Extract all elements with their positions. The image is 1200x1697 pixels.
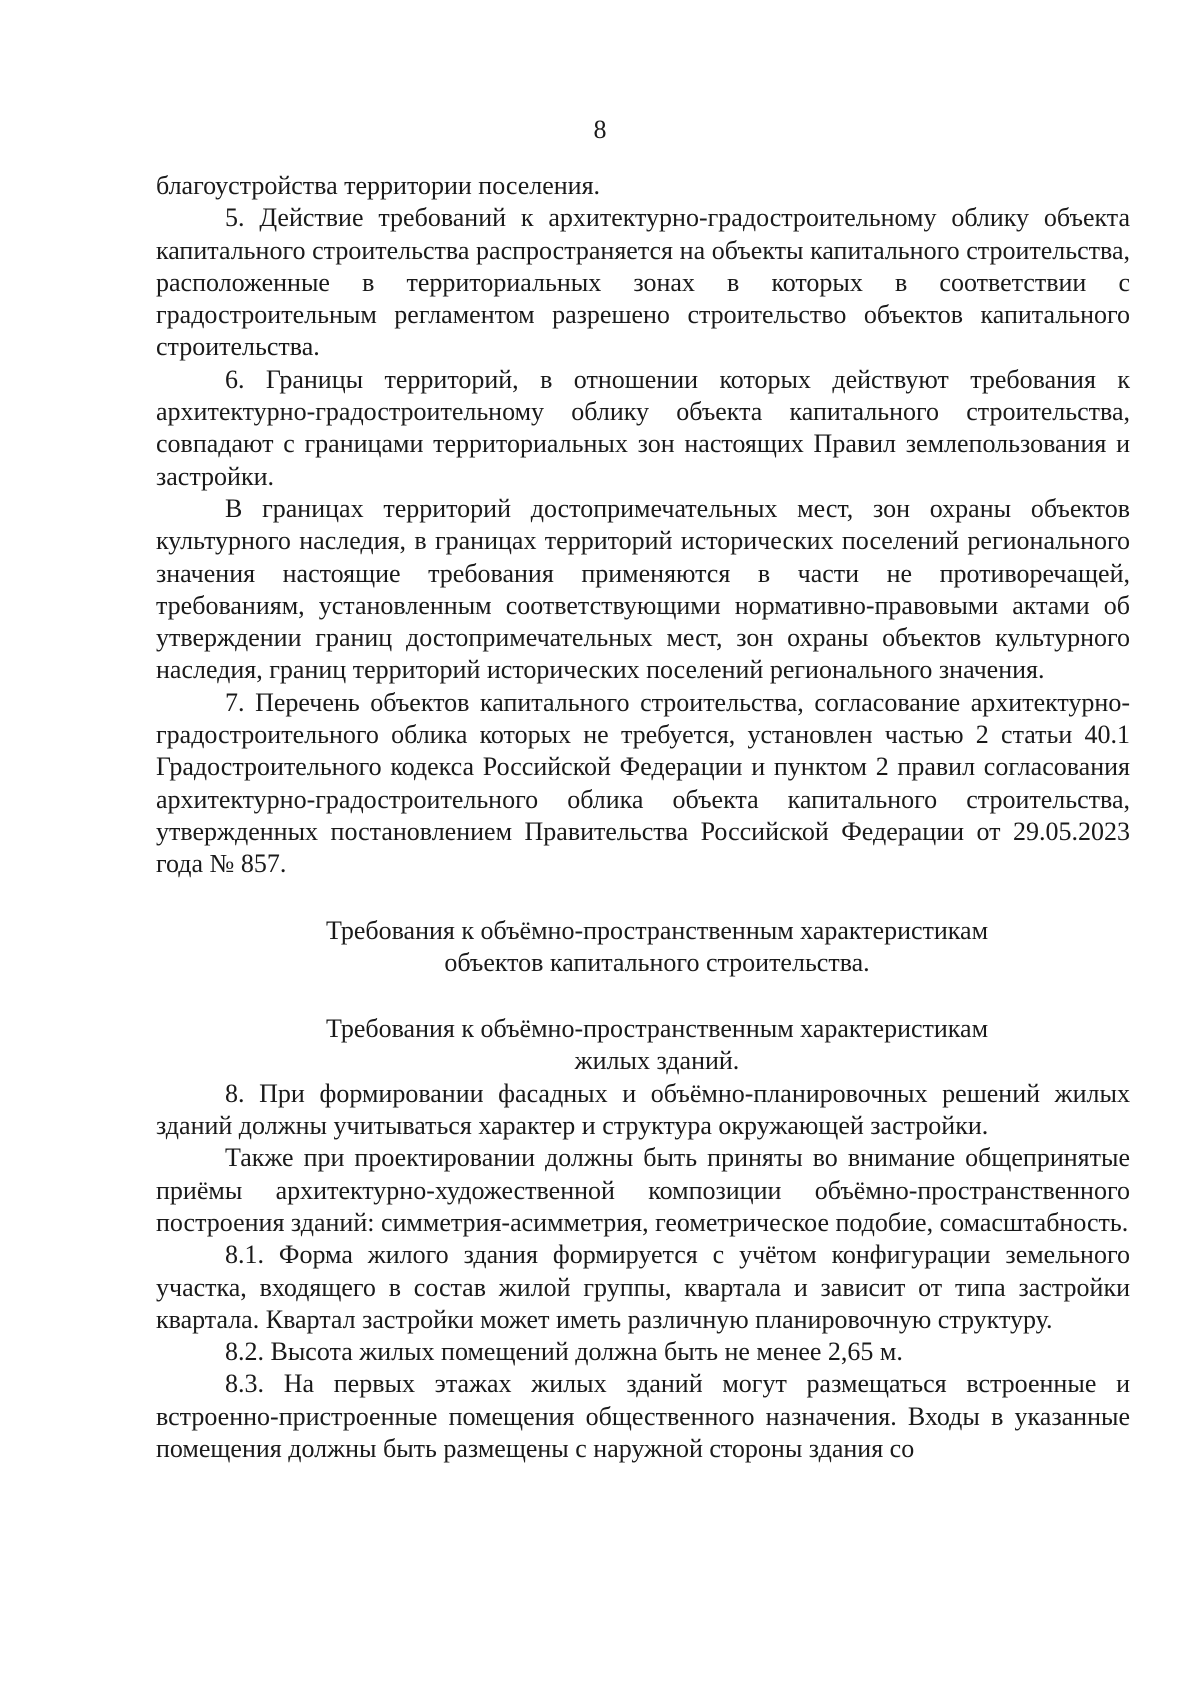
paragraph-7: 7. Перечень объектов капитального строительства, согласование архитектурно-градостроительного облика которых не требуется, установлен частью 2 статьи 40.1 Градостроительного кодекса Российской Федерации и пунктом 2 правил согласования архитектурно-градостроительного облика объекта капитального строительства, утвержденных постановлением Правительства Российской Федерации от 29.05.2023 года № 857. (156, 687, 1130, 879)
paragraph-8-cont: Также при проектировании должны быть приняты во внимание общепринятые приёмы архитектурно-художественной композиции объёмно-пространственного построения зданий: симметрия-асимметрия, геометрическое подобие, сомасштабность. (156, 1143, 1130, 1237)
paragraph-8-3: 8.3. На первых этажах жилых зданий могут размещаться встроенные и встроенно-пристроенные помещения общественного назначения. Входы в указанные помещения должны быть размещены с наружной стороны здания со (156, 1369, 1130, 1463)
subsection-heading-line2: жилых зданий. (574, 1046, 740, 1076)
paragraph-8: 8. При формировании фасадных и объёмно-планировочных решений жилых зданий должны учитываться характер и структура окружающей застройки. (156, 1078, 1130, 1141)
paragraph-6: 6. Границы территорий, в отношении которых действуют требования к архитектурно-градостроительному облику объекта капитального строительства, совпадают с границами территориальных зон настоящих Правил землепользования и застройки. (156, 364, 1130, 491)
spacer (156, 979, 1130, 1013)
paragraph-6-cont: В границах территорий достопримечательных мест, зон охраны объектов культурного наследия, в границах территорий исторических поселений регионального значения настоящие требования применяются в части не противоречащей, требованиям, установленным соответствующими нормативно-правовыми актами об утверждении границ достопримечательных мест, зон охраны объектов культурного наследия, границ территорий исторических поселений регионального значения. (156, 493, 1130, 685)
paragraph-8-2: 8.2. Высота жилых помещений должна быть не менее 2,65 м. (225, 1337, 903, 1367)
subsection-heading-line1: Требования к объёмно-пространственным характеристикам (325, 1014, 989, 1044)
paragraph-continuation: благоустройства территории поселения. (156, 171, 601, 200)
section-heading-line1: Требования к объёмно-пространственным характеристикам (325, 915, 989, 945)
spacer (156, 881, 1130, 915)
page-number: 8 (593, 115, 607, 144)
document-body (156, 170, 1130, 1465)
section-heading-line2: объектов капитального строительства. (444, 947, 870, 977)
paragraph-8-1: 8.1. Форма жилого здания формируется с учётом конфигурации земельного участка, входящего в состав жилой группы, квартала и зависит от типа застройки квартала. Квартал застройки может иметь различную планировочную структуру. (156, 1240, 1130, 1334)
paragraph-5: 5. Действие требований к архитектурно-градостроительному облику объекта капитального строительства распространяется на объекты капитального строительства, расположенные в территориальных зонах в которых в соответствии с градостроительным регламентом разрешено строительство объектов капитального строительства. (156, 203, 1130, 362)
